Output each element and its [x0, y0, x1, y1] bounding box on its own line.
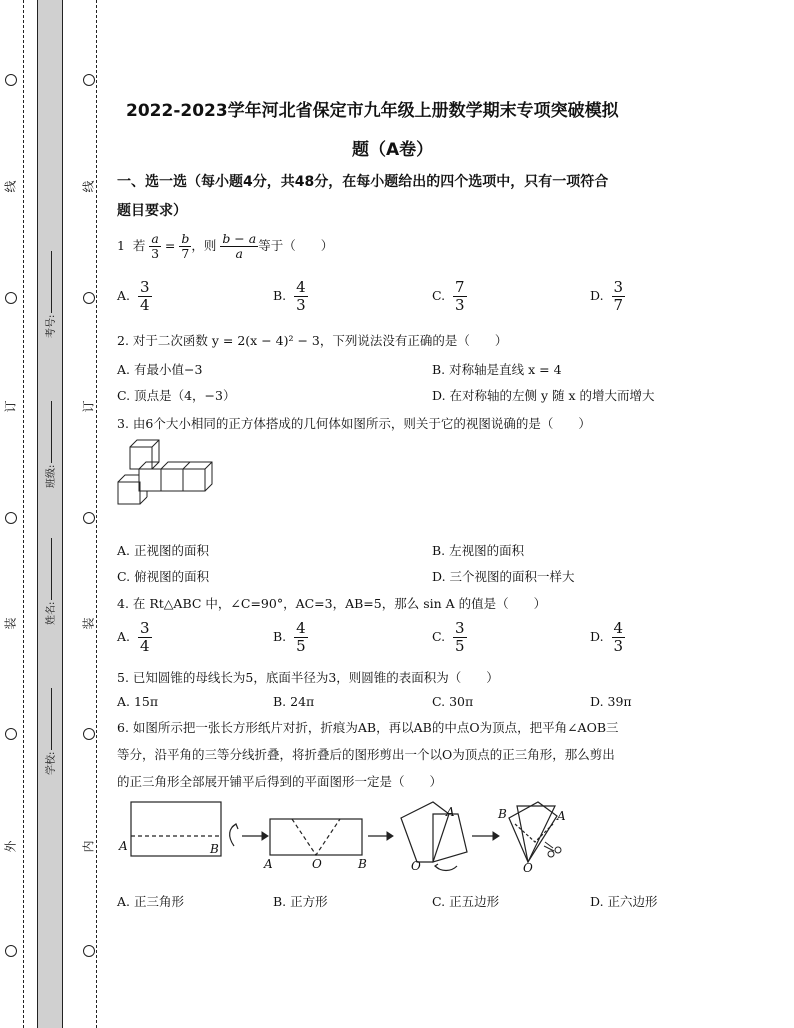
punch-hole	[5, 945, 17, 957]
q6-stem-line1: 6. 如图所示把一张长方形纸片对折，折痕为AB，再以AB的中点O为顶点，把平角∠AOB三	[117, 720, 619, 735]
q3-option-b[interactable]: B. 左视图的面积	[432, 543, 525, 558]
margin-label-ding: 订	[81, 400, 96, 413]
punch-hole	[83, 292, 95, 304]
q4-option-c[interactable]: C. $\frac{3}{5}$	[432, 619, 465, 655]
q3-option-d[interactable]: D. 三个视图的面积一样大	[432, 569, 575, 584]
section-heading-line2: 题目要求）	[117, 203, 187, 219]
q5-option-c[interactable]: C. 30π	[432, 694, 474, 709]
q6-stem-line2: 等分，沿平角的三等分线折叠，将折叠后的图形剪出一个以O为顶点的正三角形，那么剪出	[117, 747, 615, 762]
q2-option-c[interactable]: C. 顶点是（4，−3）	[117, 388, 236, 403]
field-name[interactable]: 姓名:	[42, 538, 57, 625]
punch-hole	[83, 945, 95, 957]
q1-option-d[interactable]: D. $\frac{3}{7}$	[590, 278, 624, 314]
q6-stem-line3: 的正三角形全部展开铺平后得到的平面图形一定是（ ）	[117, 774, 443, 789]
punch-hole	[5, 292, 17, 304]
q2-stem: 2. 对于二次函数 y = 2(x − 4)² − 3，下列说法没有正确的是（ ）	[117, 333, 508, 348]
q1-stem: 1 若 $\frac{a}{3}$ = $\frac{b}{7}$ ，则 $\frac{b - a}{a}$ 等于（ ）	[117, 231, 334, 261]
q6-fig-label-O: O	[312, 857, 322, 871]
q3-stem: 3. 由6个大小相同的正方体搭成的几何体如图所示，则关于它的视图说确的是（ ）	[117, 416, 591, 431]
q2-option-d[interactable]: D. 在对称轴的左侧 y 随 x 的增大而增大	[432, 388, 655, 403]
page-title-line1: 2022-2023学年河北省保定市九年级上册数学期末专项突破模拟	[126, 101, 619, 121]
margin-label-xian: 线	[3, 180, 18, 193]
punch-hole	[5, 728, 17, 740]
margin-label-nei: 内	[81, 840, 96, 853]
q6-fig-label-O: O	[411, 859, 421, 873]
section-heading-line1: 一、选一选（每小题4分，共48分，在每小题给出的四个选项中，只有一项符合	[117, 174, 609, 190]
q2-option-b[interactable]: B. 对称轴是直线 x = 4	[432, 362, 562, 377]
binding-margin-band	[37, 0, 62, 1028]
q6-option-a[interactable]: A. 正三角形	[117, 894, 184, 909]
q5-option-b[interactable]: B. 24π	[273, 694, 315, 709]
q4-option-a[interactable]: A. $\frac{3}{4}$	[117, 619, 150, 655]
q3-option-c[interactable]: C. 俯视图的面积	[117, 569, 210, 584]
q6-fig-label-A: A	[264, 857, 273, 871]
q6-option-b[interactable]: B. 正方形	[273, 894, 328, 909]
margin-label-zhuang: 装	[81, 617, 96, 630]
band-edge-right	[62, 0, 63, 1028]
q5-option-a[interactable]: A. 15π	[117, 694, 159, 709]
punch-hole	[5, 74, 17, 86]
q4-option-b[interactable]: B. $\frac{4}{5}$	[273, 619, 306, 655]
q1-option-b[interactable]: B. $\frac{4}{3}$	[273, 278, 306, 314]
q6-fig-label-O: O	[523, 861, 533, 875]
punch-hole	[83, 728, 95, 740]
band-edge-left	[37, 0, 38, 1028]
q5-stem: 5. 已知圆锥的母线长为5，底面半径为3，则圆锥的表面积为（ ）	[117, 670, 499, 685]
punch-hole	[83, 74, 95, 86]
q1-option-a[interactable]: A. $\frac{3}{4}$	[117, 278, 150, 314]
q1-option-c[interactable]: C. $\frac{7}{3}$	[432, 278, 465, 314]
q4-stem: 4. 在 Rt△ABC 中，∠C=90°，AC=3，AB=5，那么 sin A 的值是（ ）	[117, 596, 547, 611]
q6-option-c[interactable]: C. 正五边形	[432, 894, 500, 909]
q6-fig-label-B: B	[358, 857, 367, 871]
margin-label-xian: 线	[81, 180, 96, 193]
q3-option-a[interactable]: A. 正视图的面积	[117, 543, 209, 558]
margin-label-zhuang: 装	[3, 617, 18, 630]
field-class[interactable]: 班级:	[42, 401, 57, 488]
punch-hole	[83, 512, 95, 524]
q6-fig-label-A: A	[446, 805, 455, 819]
inner-cut-line	[96, 0, 97, 1028]
field-exam-number[interactable]: 考号:	[42, 251, 57, 338]
q2-option-a[interactable]: A. 有最小值−3	[117, 362, 203, 377]
q4-option-d[interactable]: D. $\frac{4}{3}$	[590, 619, 624, 655]
q6-option-d[interactable]: D. 正六边形	[590, 894, 658, 909]
outer-cut-line	[23, 0, 24, 1028]
q6-fig-label-A: A	[119, 839, 128, 853]
q6-fig-label-B: B	[210, 842, 219, 856]
q6-folding-figure	[115, 796, 575, 878]
punch-hole	[5, 512, 17, 524]
q5-option-d[interactable]: D. 39π	[590, 694, 632, 709]
q3-cube-figure	[114, 438, 214, 510]
q6-fig-label-B: B	[498, 807, 507, 821]
page-title-line2: 题（A卷）	[352, 140, 434, 160]
margin-label-ding: 订	[3, 400, 18, 413]
field-school[interactable]: 学校:	[42, 688, 57, 775]
q6-fig-label-A: A	[557, 809, 566, 823]
margin-label-wai: 外	[3, 840, 18, 853]
